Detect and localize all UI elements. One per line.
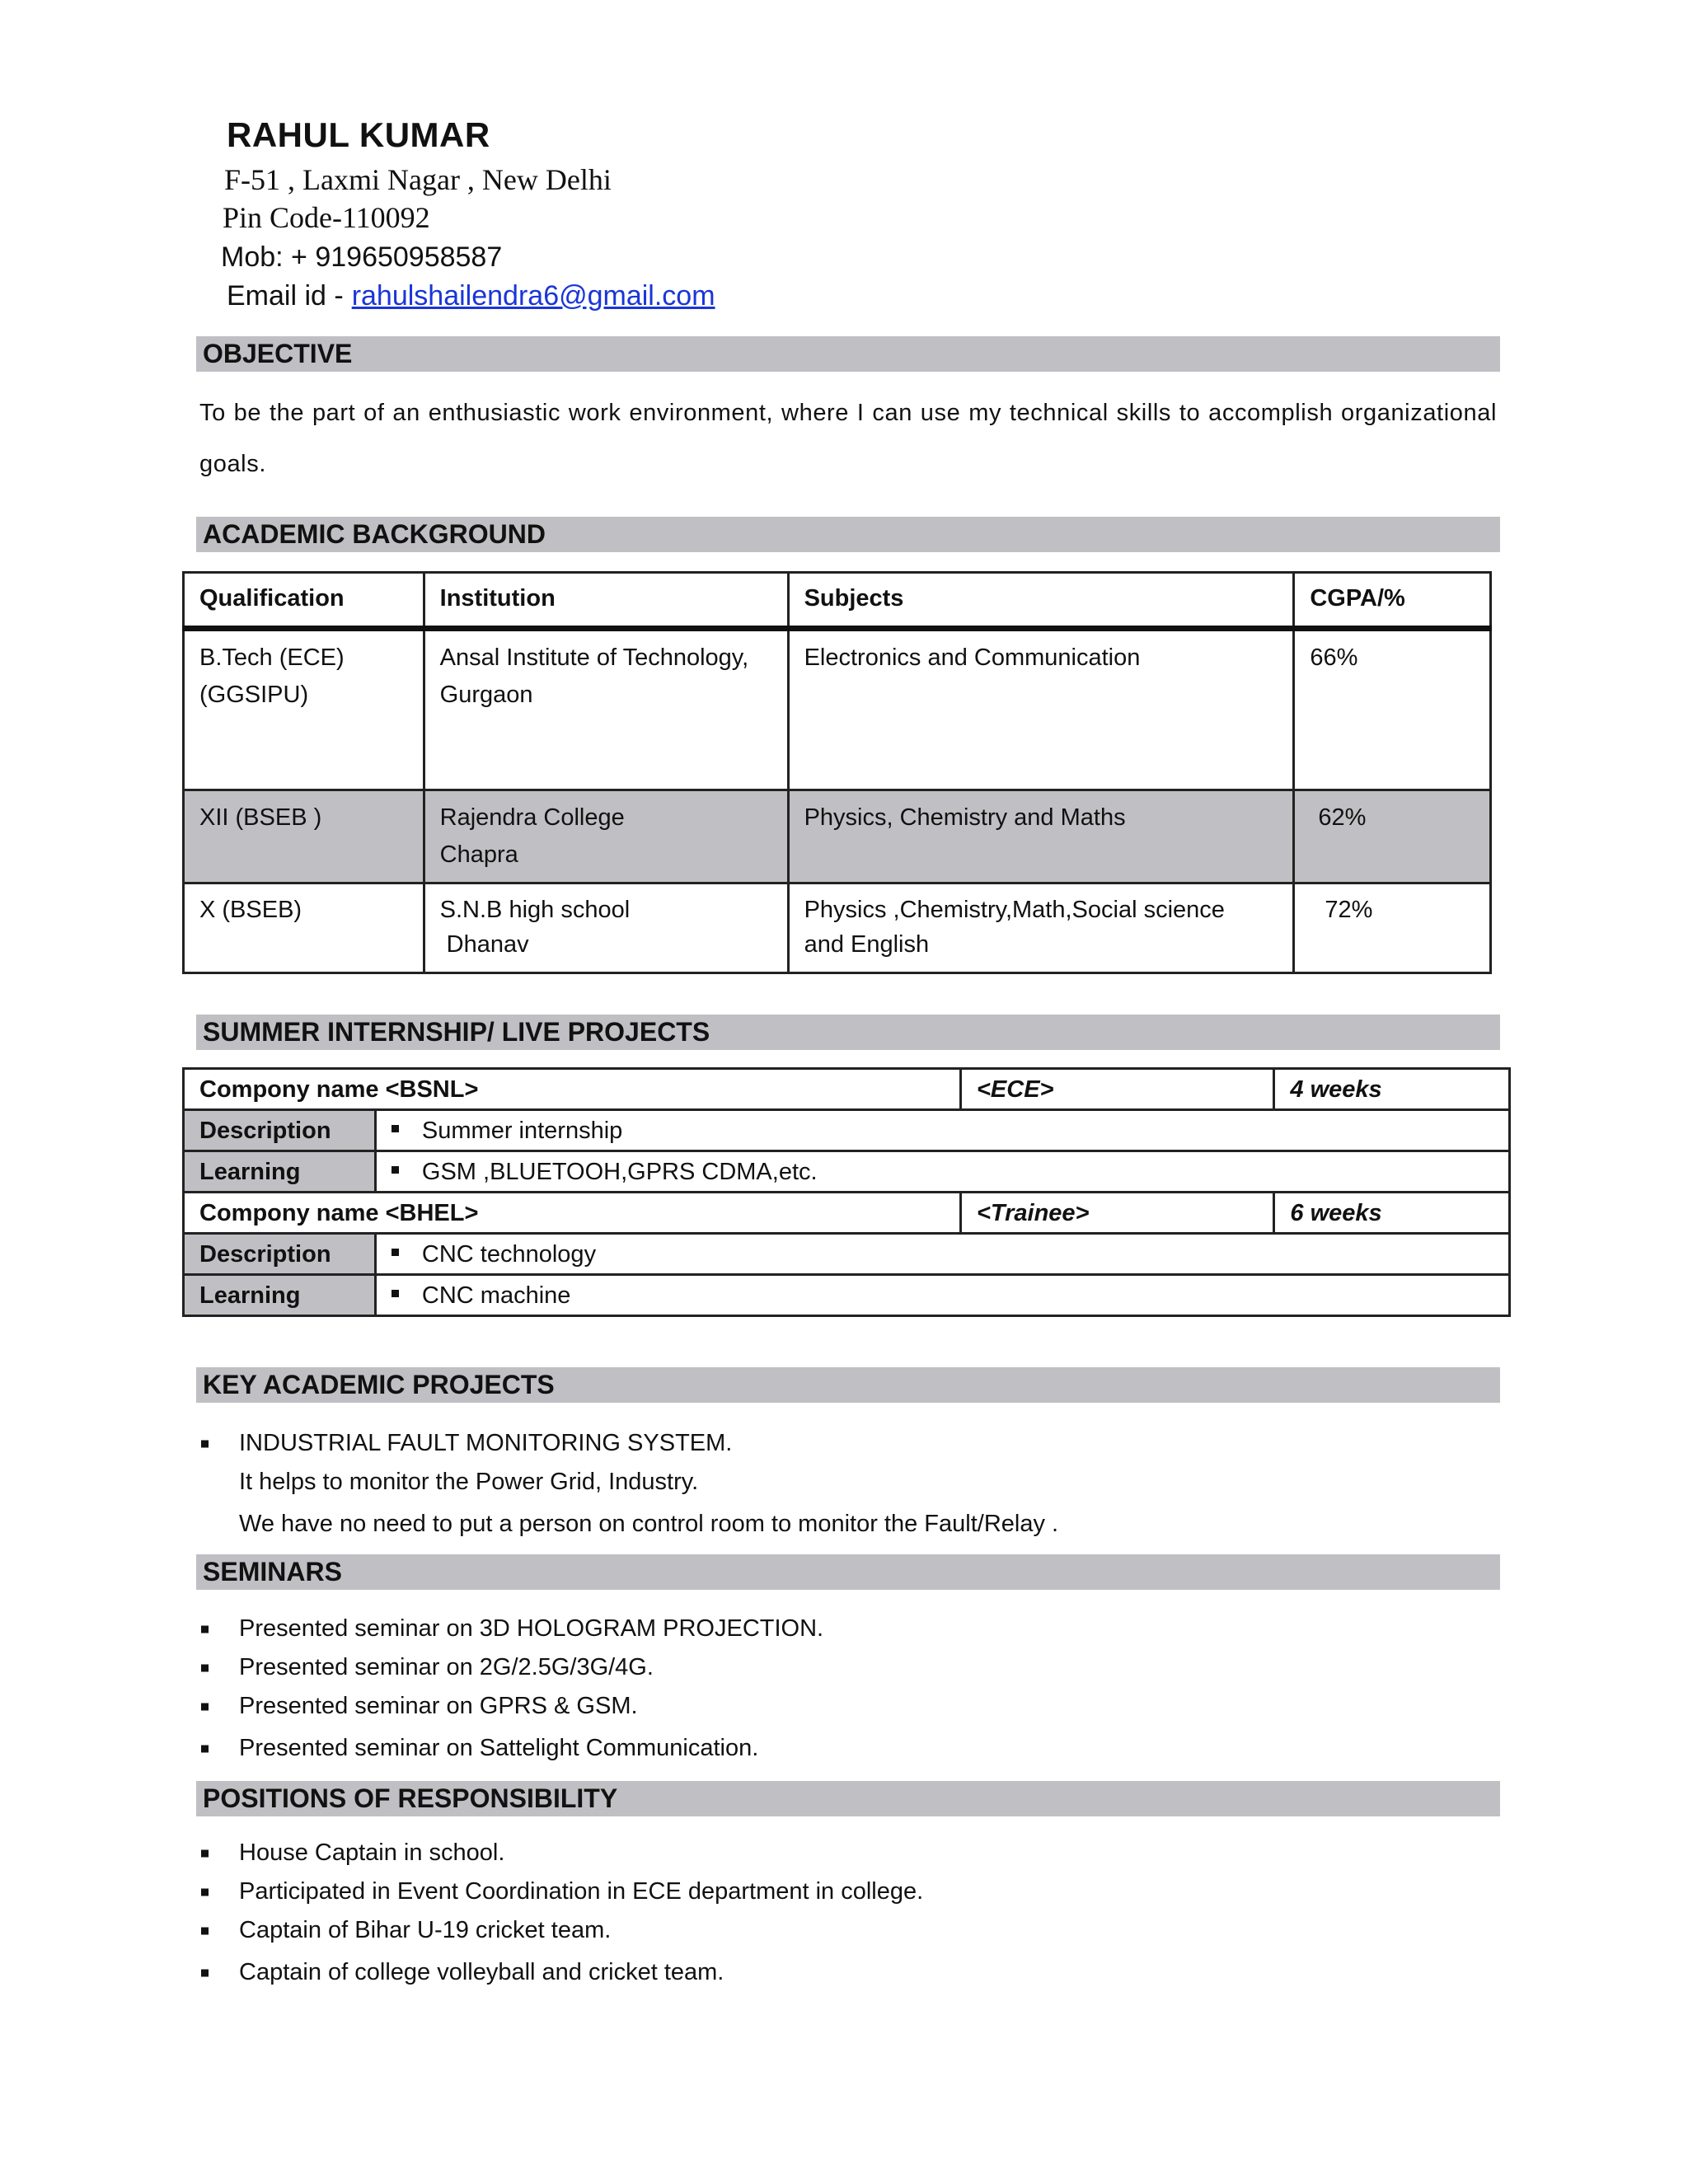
project-detail: It helps to monitor the Power Grid, Industry.: [239, 1469, 699, 1495]
description-label: Description: [184, 1234, 376, 1275]
email-label: Email id -: [227, 280, 344, 312]
section-internship-header: SUMMER INTERNSHIP/ LIVE PROJECTS: [196, 1015, 1500, 1050]
internship-company-row: [184, 1069, 1510, 1110]
column-header: Qualification: [184, 573, 424, 629]
square-bullet-icon: [201, 1703, 209, 1710]
academic-table: [182, 571, 1492, 974]
internship-learning-row: [184, 1151, 1510, 1193]
candidate-name: RAHUL KUMAR: [227, 115, 490, 154]
square-bullet-icon: [201, 1927, 209, 1934]
table-row: [184, 629, 1491, 790]
internship-duration: 4 weeks: [1274, 1069, 1510, 1110]
table-row: [184, 883, 1491, 973]
subjects-cell: Physics, Chemistry and Maths: [788, 790, 1294, 883]
institution-cell: S.N.B high school Dhanav: [424, 883, 788, 973]
section-objective-header: OBJECTIVE: [196, 336, 1500, 372]
list-item: Captain of Bihar U-19 cricket team.: [199, 1911, 923, 1950]
qualification-cell: B.Tech (ECE) (GGSIPU): [184, 629, 424, 790]
cgpa-cell: 62%: [1294, 790, 1491, 883]
company-name: Compony name <BHEL>: [184, 1193, 961, 1234]
column-header: CGPA/%: [1294, 573, 1491, 629]
square-bullet-icon: [201, 1440, 209, 1447]
section-responsibility-header: POSITIONS OF RESPONSIBILITY: [196, 1781, 1500, 1816]
square-bullet-icon: [201, 1664, 209, 1671]
list-item: Presented seminar on 3D HOLOGRAM PROJECTION.: [199, 1610, 823, 1648]
cgpa-cell: 72%: [1294, 883, 1491, 973]
list-item: House Captain in school.: [199, 1834, 923, 1872]
description-label: Description: [184, 1110, 376, 1151]
internship-description-row: [184, 1234, 1510, 1275]
square-bullet-icon: [201, 1969, 209, 1976]
section-academic-header: ACADEMIC BACKGROUND: [196, 517, 1500, 552]
company-name: Compony name <BSNL>: [184, 1069, 961, 1110]
list-item: INDUSTRIAL FAULT MONITORING SYSTEM.: [199, 1424, 1058, 1463]
description-cell: CNC technology: [375, 1234, 1509, 1275]
list-item: Captain of college volleyball and cricket team.: [199, 1953, 923, 1992]
email-link[interactable]: rahulshailendra6@gmail.com: [351, 280, 715, 312]
email-line: [227, 280, 715, 312]
learning-label: Learning: [184, 1275, 376, 1316]
qualification-cell: XII (BSEB ): [184, 790, 424, 883]
institution-cell: Ansal Institute of Technology, Gurgaon: [424, 629, 788, 790]
responsibility-list: [199, 1834, 923, 1992]
square-bullet-icon: [201, 1888, 209, 1896]
internship-role: <Trainee>: [960, 1193, 1273, 1234]
internship-role: <ECE>: [960, 1069, 1273, 1110]
square-bullet-icon: [201, 1849, 209, 1857]
internship-company-row: [184, 1193, 1510, 1234]
list-item: Presented seminar on Sattelight Communication.: [199, 1729, 823, 1768]
list-item: Participated in Event Coordination in ECE department in college.: [199, 1872, 923, 1911]
list-item: Presented seminar on GPRS & GSM.: [199, 1687, 823, 1726]
pincode: Pin Code-110092: [223, 201, 430, 234]
column-header: Institution: [424, 573, 788, 629]
list-item: Presented seminar on 2G/2.5G/3G/4G.: [199, 1648, 823, 1687]
mobile-number: Mob: + 919650958587: [221, 241, 503, 273]
table-row: [184, 790, 1491, 883]
square-bullet-icon: [392, 1125, 399, 1132]
internship-duration: 6 weeks: [1274, 1193, 1510, 1234]
learning-label: Learning: [184, 1151, 376, 1193]
square-bullet-icon: [392, 1166, 399, 1174]
objective-text: To be the part of an enthusiastic work environment, where I can use my technical skills to accomplish organizational goals.: [199, 400, 1497, 477]
project-detail: We have no need to put a person on control room to monitor the Fault/Relay .: [239, 1511, 1059, 1537]
description-cell: Summer internship: [375, 1110, 1509, 1151]
seminars-list: [199, 1610, 823, 1768]
square-bullet-icon: [392, 1290, 399, 1297]
square-bullet-icon: [392, 1249, 399, 1256]
projects-list: [199, 1424, 1058, 1544]
address: F-51 , Laxmi Nagar , New Delhi: [224, 163, 612, 196]
internship-table: [182, 1067, 1511, 1317]
internship-learning-row: [184, 1275, 1510, 1316]
institution-cell: Rajendra College Chapra: [424, 790, 788, 883]
subjects-cell: Electronics and Communication: [788, 629, 1294, 790]
section-projects-header: KEY ACADEMIC PROJECTS: [196, 1367, 1500, 1403]
learning-cell: GSM ,BLUETOOH,GPRS CDMA,etc.: [375, 1151, 1509, 1193]
square-bullet-icon: [201, 1745, 209, 1752]
section-seminars-header: SEMINARS: [196, 1554, 1500, 1590]
square-bullet-icon: [201, 1625, 209, 1633]
learning-cell: CNC machine: [375, 1275, 1509, 1316]
qualification-cell: X (BSEB): [184, 883, 424, 973]
cgpa-cell: 66%: [1294, 629, 1491, 790]
subjects-cell: Physics ,Chemistry,Math,Social science and English: [788, 883, 1294, 973]
internship-description-row: [184, 1110, 1510, 1151]
column-header: Subjects: [788, 573, 1294, 629]
academic-header-row: [184, 573, 1491, 629]
